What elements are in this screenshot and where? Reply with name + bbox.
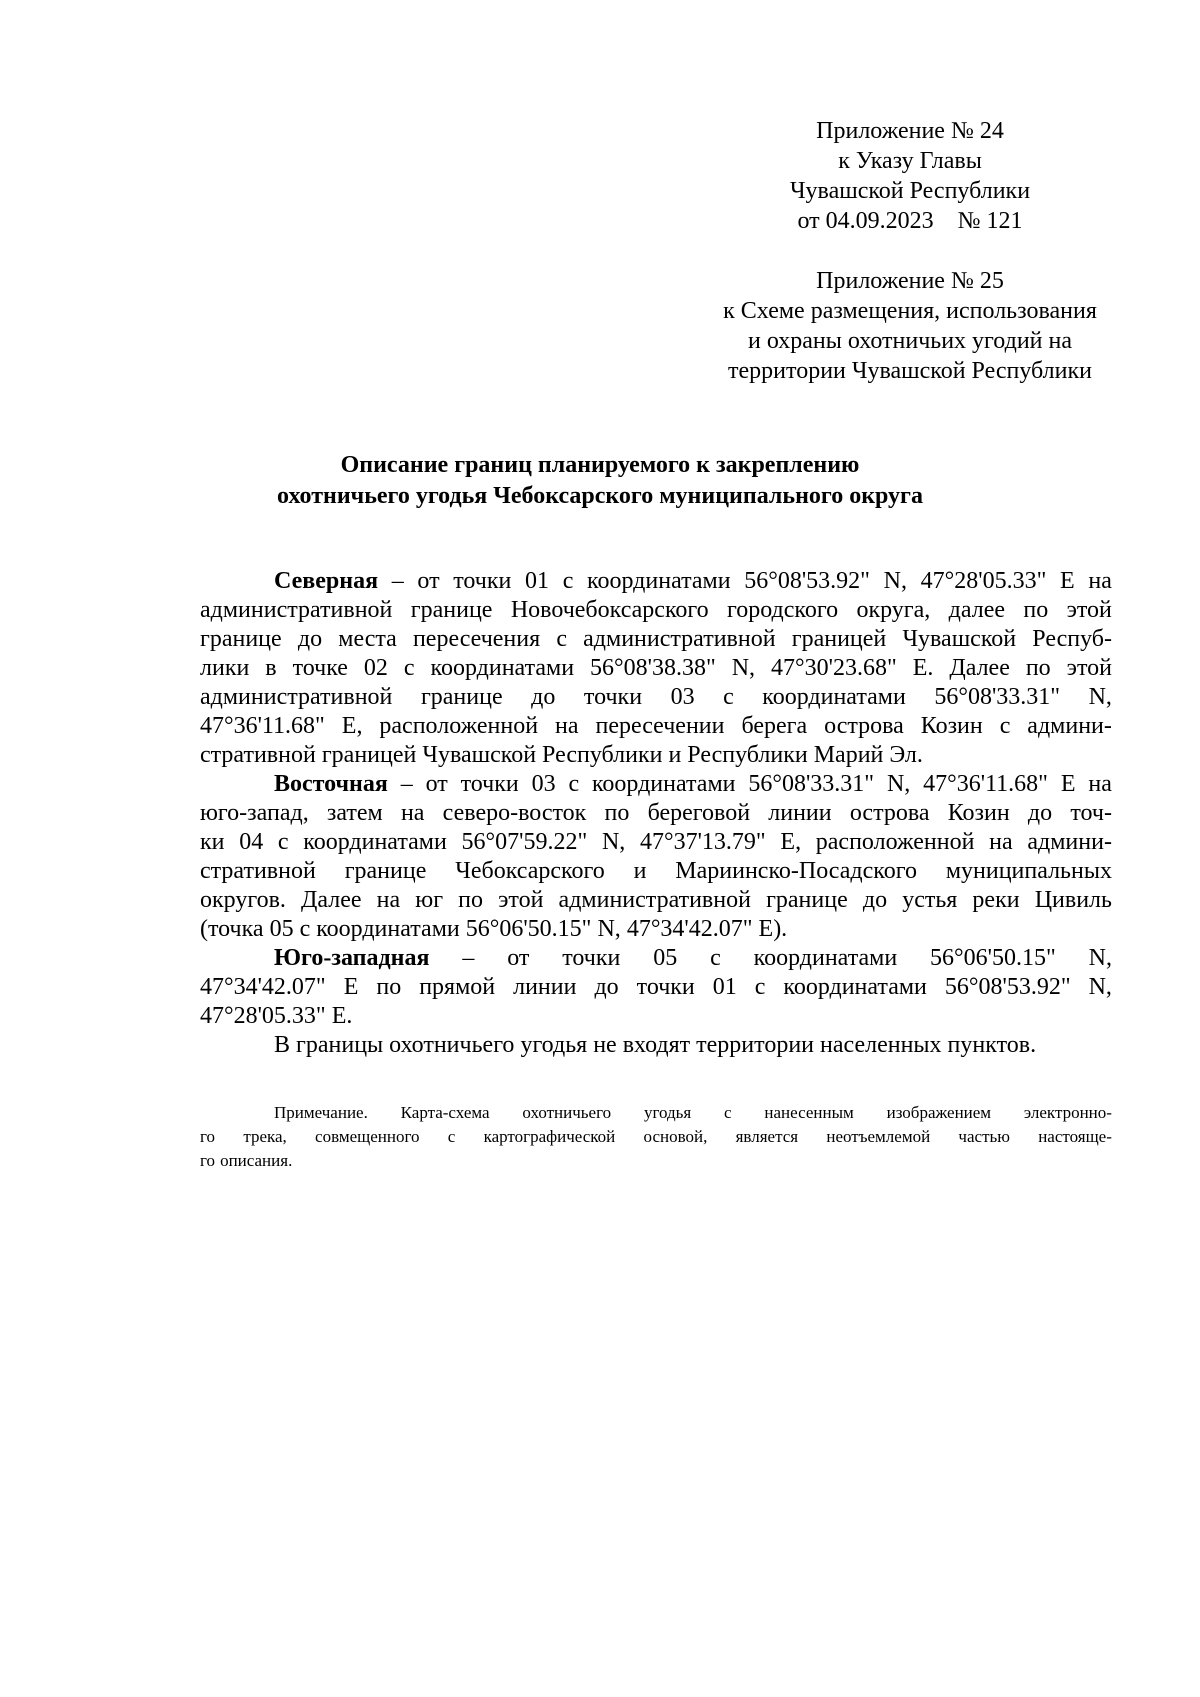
paragraph (200, 1031, 1112, 1060)
paragraph-line: В границы охотничьего угодья не входят территории населенных пунктов. (274, 1032, 1037, 1058)
paragraph-line: лики в точке 02 с координатами 56°08'38.38" N, 47°30'23.68" E. Далее по этой (200, 655, 1112, 681)
paragraph-line: 47°36'11.68" E, расположенной на пересечении берега острова Козин с админи- (200, 713, 1112, 739)
appendix-scheme-line: территории Чувашской Республики (728, 358, 1092, 384)
note-line: го трека, совмещенного с картографической основой, является неотъемлемой частью настояще- (200, 1127, 1112, 1146)
footnote (200, 1101, 1112, 1173)
title-line: охотничьего угодья Чебоксарского муниципального округа (277, 483, 923, 509)
section-heading: Северная (274, 568, 379, 594)
paragraph-line: юго-запад, затем на северо-восток по береговой линии острова Козин до точ- (200, 800, 1112, 826)
boundary-description (200, 567, 1112, 1060)
appendix-scheme-line: и охраны охотничьих угодий на (747, 328, 1073, 354)
section-heading: Восточная (274, 771, 388, 797)
appendix-scheme-line: к Схеме размещения, использования (723, 298, 1097, 324)
paragraph (200, 944, 1112, 1031)
appendix-decree-line: от 04.09.2023 № 121 (797, 208, 1023, 234)
appendix-decree-block (760, 116, 1060, 236)
note-line: Примечание. Карта-схема охотничьего угодья с нанесенным изображением электронно- (274, 1103, 1112, 1122)
paragraph-line: стративной границей Чувашской Республики и Республики Марий Эл. (200, 742, 923, 768)
paragraph-line: округов. Далее на юг по этой административной границе до устья реки Цивиль (200, 887, 1112, 913)
appendix-scheme-line: Приложение № 25 (816, 268, 1004, 294)
paragraph (200, 770, 1112, 944)
paragraph-line: ки 04 с координатами 56°07'59.22" N, 47°37'13.79" E, расположенной на админи- (200, 829, 1112, 855)
paragraph-line: Юго-западная – от точки 05 с координатами 56°06'50.15" N, (274, 945, 1112, 971)
paragraph-line: границе до места пересечения с административной границей Чувашской Респуб- (200, 626, 1112, 652)
paragraph-line: 47°34'42.07" E по прямой линии до точки 01 с координатами 56°08'53.92" N, (200, 974, 1112, 1000)
document-title (200, 450, 1000, 512)
paragraph-line: административной границе до точки 03 с координатами 56°08'33.31" N, (200, 684, 1112, 710)
paragraph-line: (точка 05 с координатами 56°06'50.15" N, 47°34'42.07" E). (200, 916, 788, 942)
paragraph-line: Восточная – от точки 03 с координатами 56°08'33.31" N, 47°36'11.68" E на (274, 771, 1112, 797)
title-line: Описание границ планируемого к закреплению (340, 452, 860, 478)
paragraph (200, 567, 1112, 770)
paragraph-line: стративной границе Чебоксарского и Мариинско-Посадского муниципальных (200, 858, 1112, 884)
paragraph-line: Северная – от точки 01 с координатами 56°08'53.92" N, 47°28'05.33" E на (274, 568, 1112, 594)
section-heading: Юго-западная (274, 945, 430, 971)
paragraph-line: административной границе Новочебоксарского городского округа, далее по этой (200, 597, 1112, 623)
appendix-decree-line: к Указу Главы (838, 148, 982, 174)
note-line: го описания. (200, 1151, 293, 1170)
appendix-decree-line: Приложение № 24 (816, 118, 1004, 144)
appendix-scheme-block (690, 266, 1130, 386)
appendix-decree-line: Чувашской Республики (789, 178, 1031, 204)
paragraph-line: 47°28'05.33" E. (200, 1003, 353, 1029)
